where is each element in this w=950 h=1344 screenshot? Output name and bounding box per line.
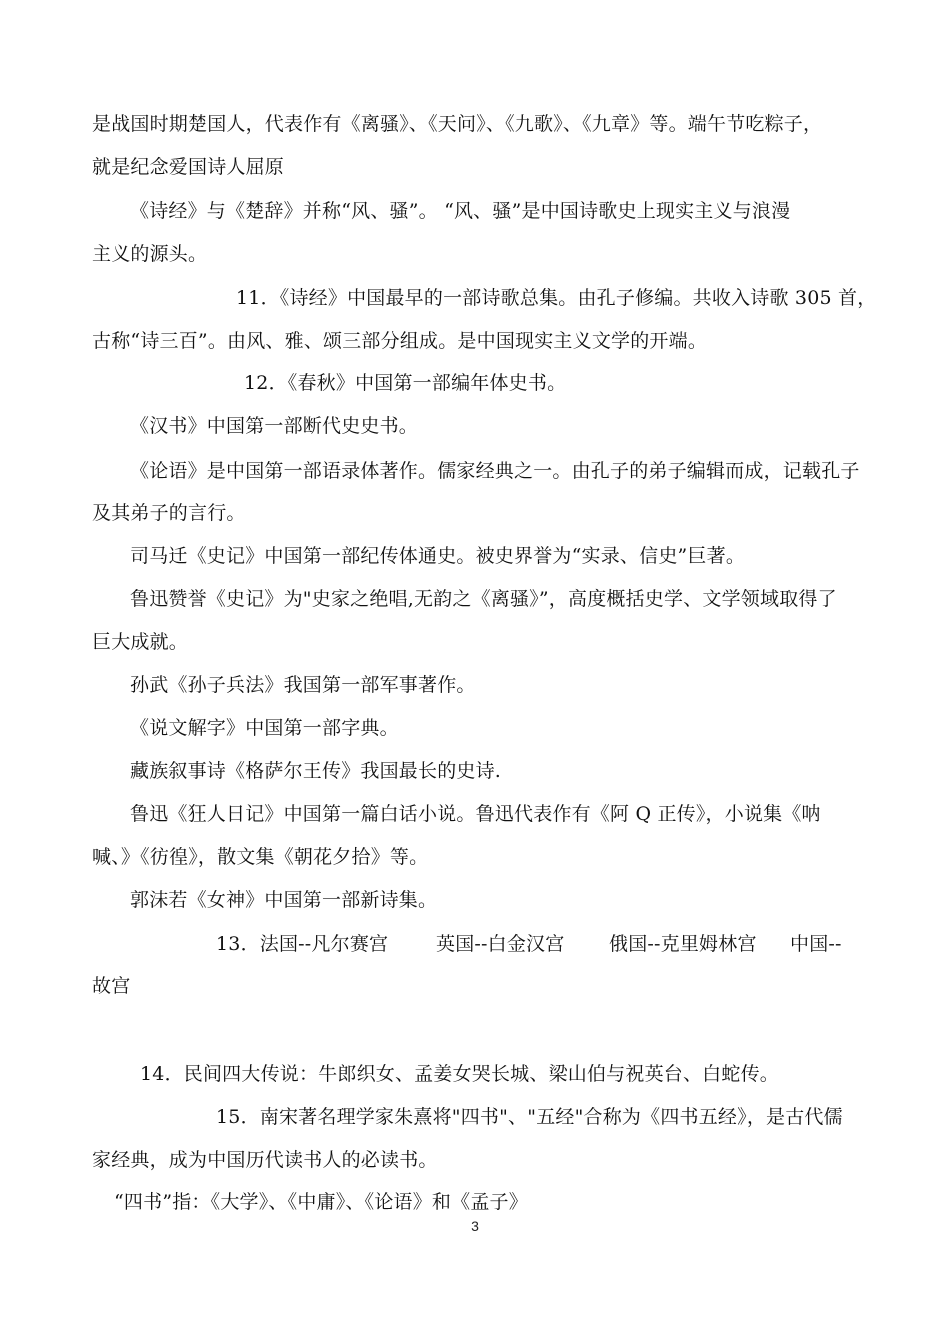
list-item-13-france: 13．法国--凡尔赛宫	[216, 933, 389, 955]
text-line: 《论语》是中国第一部语录体著作。儒家经典之一。由孔子的弟子编辑而成，记载孔子	[130, 460, 860, 482]
list-item-15: 15．南宋著名理学家朱熹将"四书"、"五经"合称为《四书五经》，是古代儒	[216, 1106, 843, 1128]
text-line: 藏族叙事诗《格萨尔王传》我国最长的史诗.	[130, 760, 502, 782]
text-line: 巨大成就。	[92, 631, 189, 653]
text-line: 主义的源头。	[92, 243, 208, 265]
text-line: 就是纪念爱国诗人屈原	[92, 156, 285, 178]
text-line: 鲁迅赞誉《史记》为"史家之绝唱,无韵之《离骚》”，高度概括史学、文学领域取得了	[130, 588, 837, 610]
page-number: 3	[471, 1218, 479, 1234]
text-line: 《说文解字》中国第一部字典。	[130, 717, 399, 739]
list-item-12: 12．《春秋》中国第一部编年体史书。	[244, 372, 567, 394]
text-line: 是战国时期楚国人，代表作有《离骚》、《天问》、《九歌》、《九章》等。端午节吃粽子，	[92, 113, 823, 135]
text-line: 家经典，成为中国历代读书人的必读书。	[92, 1149, 438, 1171]
text-line: 郭沫若《女神》中国第一部新诗集。	[130, 889, 438, 911]
text-line: 《诗经》与《楚辞》并称“风、骚”。 “风、骚”是中国诗歌史上现实主义与浪漫	[130, 200, 791, 222]
text-line: 《汉书》中国第一部断代史史书。	[130, 415, 419, 437]
text-line: 故宫	[92, 975, 131, 997]
text-line: 司马迁《史记》中国第一部纪传体通史。被史界誉为“实录、信史”巨著。	[130, 545, 746, 567]
text-line: 喊、》《彷徨》，散文集《朝花夕拾》等。	[92, 846, 429, 868]
text-line: 及其弟子的言行。	[92, 502, 246, 524]
list-item-13-china: 中国--	[790, 933, 842, 955]
list-item-13-britain: 英国--白金汉宫	[436, 933, 565, 955]
list-item-11: 11．《诗经》中国最早的一部诗歌总集。由孔子修编。共收入诗歌 305 首，	[236, 287, 877, 309]
list-item-14: 14．民间四大传说：牛郎织女、孟姜女哭长城、梁山伯与祝英台、白蛇传。	[140, 1063, 779, 1085]
text-line: 古称“诗三百”。由风、雅、颂三部分组成。是中国现实主义文学的开端。	[92, 330, 708, 352]
text-line: 孙武《孙子兵法》我国第一部军事著作。	[130, 674, 476, 696]
text-line: “四书”指：《大学》、《中庸》、《论语》和《孟子》	[114, 1191, 528, 1213]
list-item-13-russia: 俄国--克里姆林宫	[609, 933, 757, 955]
text-line: 鲁迅《狂人日记》中国第一篇白话小说。鲁迅代表作有《阿 Q 正传》，小说集《呐	[130, 803, 821, 825]
